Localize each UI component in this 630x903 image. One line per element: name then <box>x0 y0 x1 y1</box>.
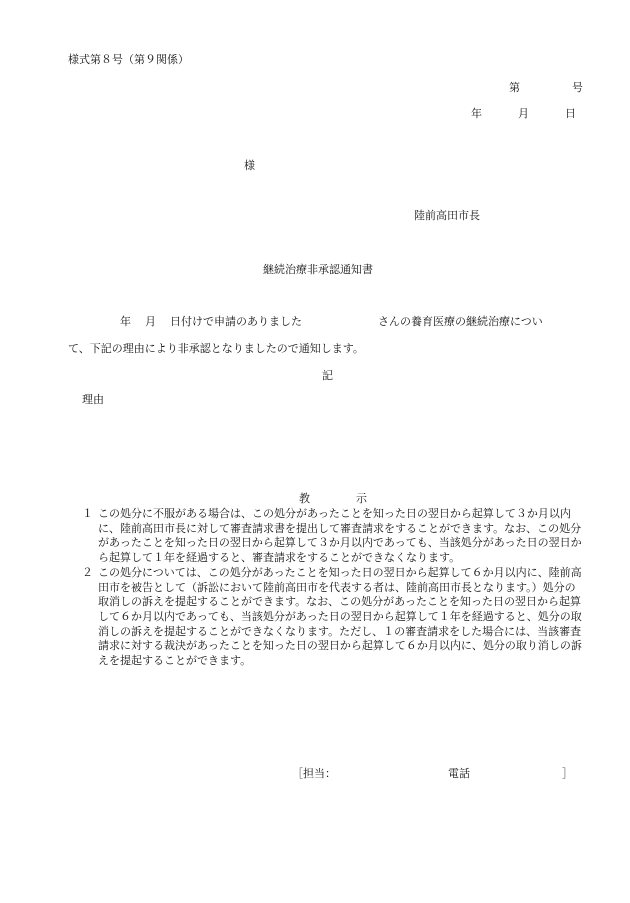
body-treatment-text: さんの養育医療の継続治療につい <box>378 315 543 328</box>
body-line-1 <box>120 316 543 327</box>
date-month-label: 月 <box>518 107 529 120</box>
notice-heading-2: 示 <box>356 492 367 505</box>
notice-heading-1: 教 <box>299 492 310 505</box>
reason-label: 理由 <box>82 393 104 406</box>
notice-item-number: １ <box>82 507 93 520</box>
notice-item <box>82 566 586 669</box>
body-line-2: て、下記の理由により非承認となりましたので通知します。 <box>68 342 364 355</box>
body-application-text: 日付けで申請のありました <box>170 315 302 328</box>
contact-person-label: ［担当： <box>292 767 336 780</box>
date-year-label: 年 <box>471 107 482 120</box>
form-label: 様式第８号（第９関係） <box>68 53 189 66</box>
notice-items <box>82 507 586 669</box>
addressee-honorific: 様 <box>244 159 255 172</box>
contact-line <box>292 768 573 779</box>
contact-close-bracket: ］ <box>562 767 573 780</box>
notice-heading <box>299 493 367 504</box>
body-month: 月 <box>145 315 156 328</box>
notice-item <box>82 507 586 566</box>
date-day-label: 日 <box>565 107 576 120</box>
sender-name: 陸前高田市長 <box>414 209 480 222</box>
document-title: 継続治療非承認通知書 <box>263 263 373 276</box>
document-number-dai: 第 <box>509 81 520 94</box>
document-number-gou: 号 <box>572 81 583 94</box>
contact-phone-label: 電話 <box>448 767 470 780</box>
document-date <box>471 108 576 119</box>
document-number <box>509 82 583 93</box>
notice-item-number: ２ <box>82 565 93 579</box>
body-year: 年 <box>120 315 131 328</box>
notice-item-text: この処分に不服がある場合は、この処分があったことを知った日の翌日から起算して３か月以内に、陸前高田市長に対して審査請求書を提出して審査請求をすることができます。なお、この処分があったことを知った日の翌日から起算して３か月以内であっても、当該処分があった日の翌日から起算して１年を経過すると、審査請求をすることができなくなります。 <box>98 507 582 565</box>
ki-heading: 記 <box>322 369 333 382</box>
notice-item-text: この処分については、この処分があったことを知った日の翌日から起算して６か月以内に、陸前高田市を被告として（訴訟において陸前高田市を代表する者は、陸前高田市長となります。）処分の取消しの訴えを提起することができます。なお、この処分があったことを知った日の翌日から起算して６か月以内であっても、当該処分があった日の翌日から起算して１年を経過すると、処分の取消しの訴えを提起することができなくなります。ただし、１の審査請求をした場合には、当該審査請求に対する裁決があったことを知った日の翌日から起算して６か月以内に、処分の取り消しの訴えを提起することができます。 <box>98 565 582 668</box>
